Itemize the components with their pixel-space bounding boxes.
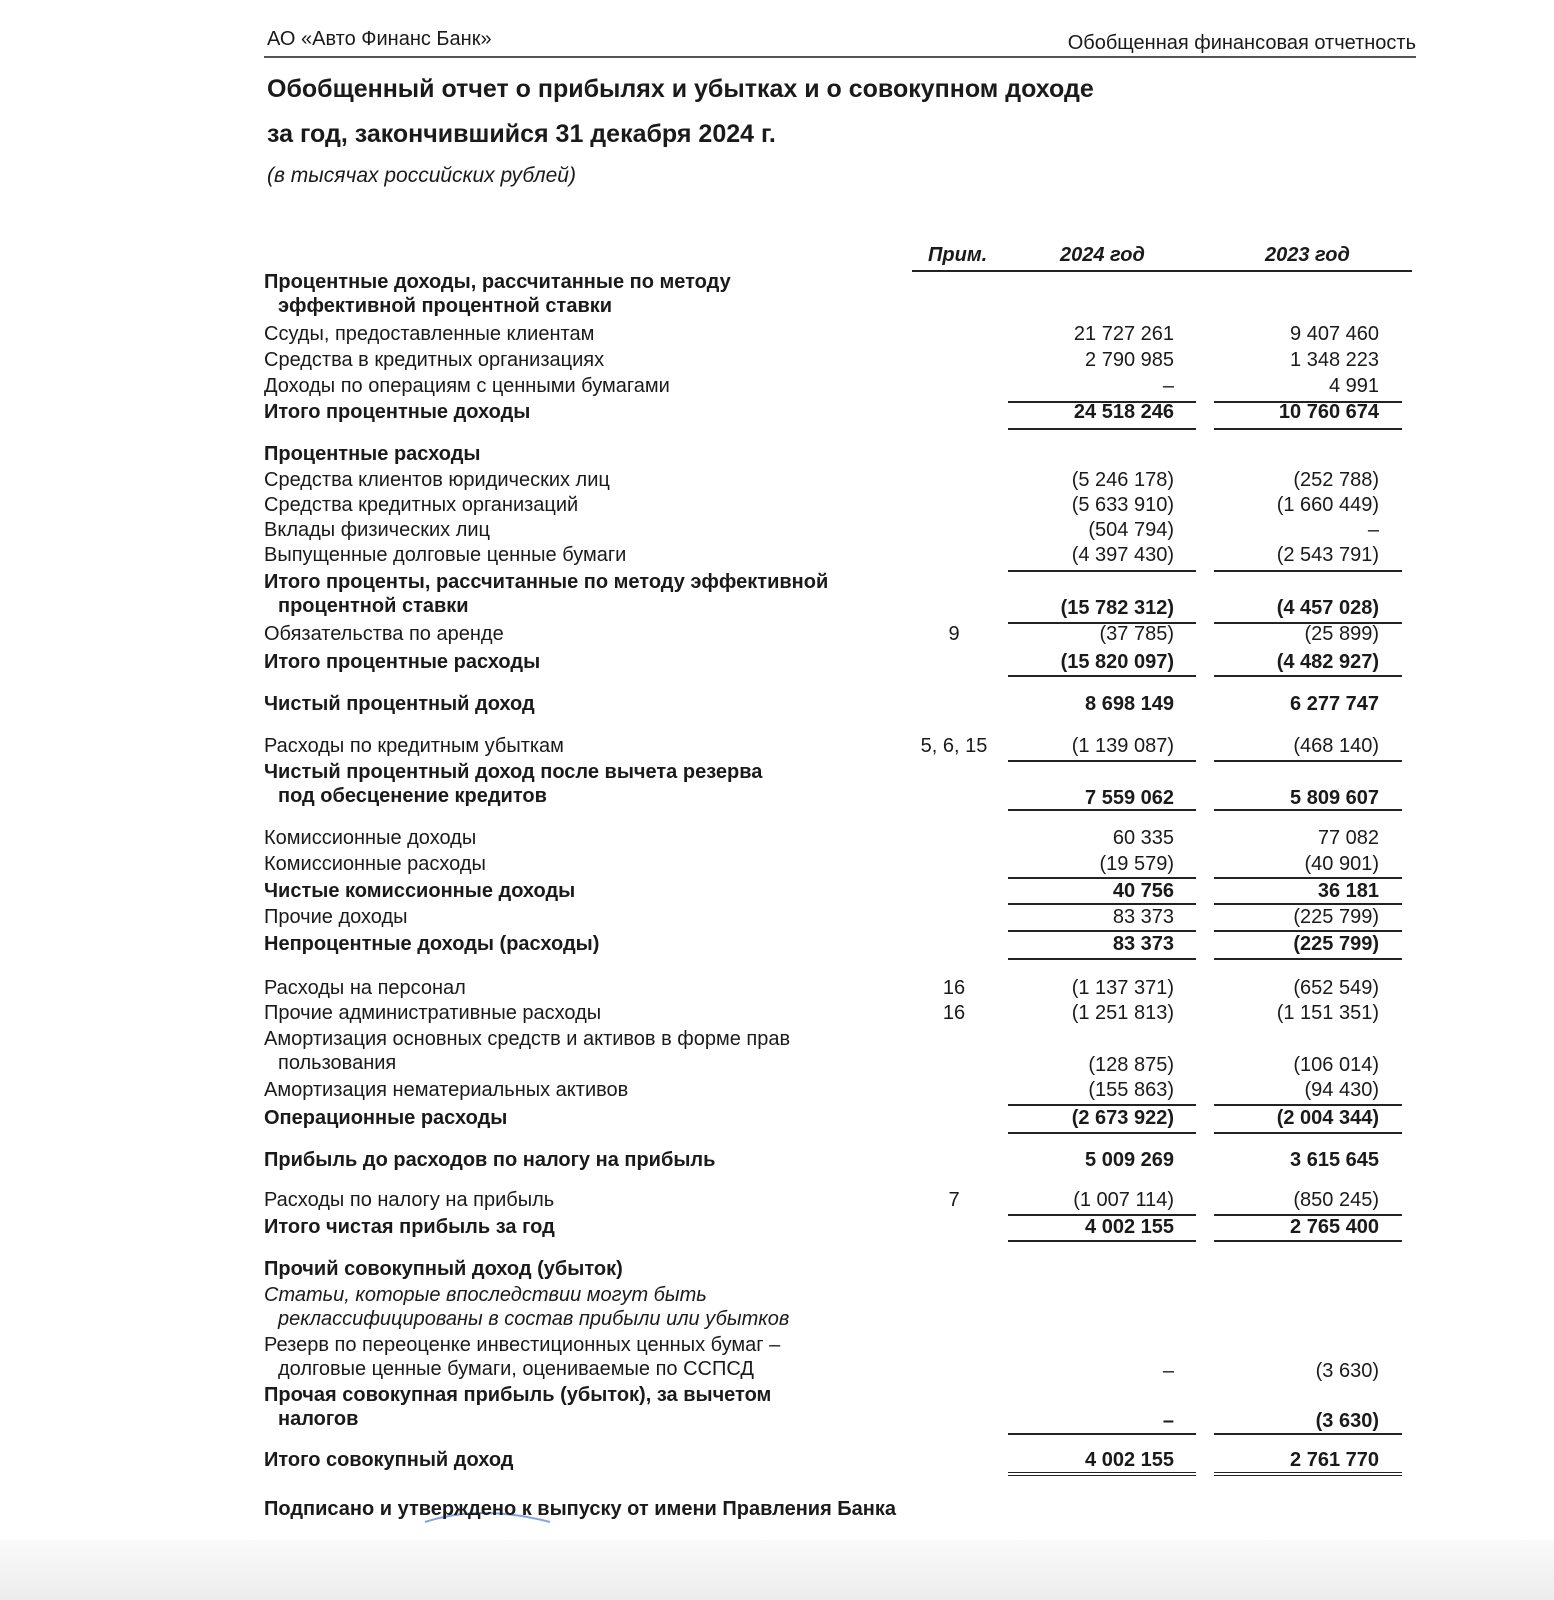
value-2024: (128 875)	[1088, 1054, 1174, 1076]
row-label	[264, 1257, 904, 1281]
value-2024: (2 673 922)	[1071, 1107, 1174, 1129]
row-label-line2: пользования	[278, 1052, 397, 1074]
row-label-line1: Операционные расходы	[264, 1107, 508, 1129]
units-note: (в тысячах российских рублей)	[267, 164, 576, 187]
row-label	[264, 1383, 904, 1431]
row-label	[264, 692, 904, 716]
value-2023: (3 630)	[1315, 1410, 1379, 1432]
value-2024: (504 794)	[1088, 519, 1174, 541]
column-header-rule	[912, 270, 1412, 272]
value-2023: (25 899)	[1304, 623, 1379, 645]
subtotal-rule	[1008, 877, 1196, 879]
row-label-line1: Выпущенные долговые ценные бумаги	[264, 544, 627, 566]
value-2024: 83 373	[1112, 906, 1174, 928]
subtotal-rule	[1214, 903, 1402, 905]
column-header-2023: 2023 год	[1265, 244, 1350, 266]
row-label	[264, 1215, 904, 1239]
value-2023: (2 004 344)	[1276, 1107, 1379, 1129]
subtotal-rule	[1008, 1240, 1196, 1242]
row-label	[264, 322, 904, 346]
row-note-ref: 16	[942, 977, 966, 999]
value-2024: 5 009 269	[1085, 1149, 1174, 1171]
value-2024: (15 782 312)	[1060, 597, 1174, 619]
row-label	[264, 1333, 904, 1381]
value-2023: 9 407 460	[1290, 323, 1379, 345]
row-label-line1: Прочий совокупный доход (убыток)	[264, 1258, 623, 1280]
row-label-line1: Итого процентные доходы	[264, 401, 531, 423]
value-2024: 24 518 246	[1073, 401, 1174, 423]
row-label-line1: Процентные доходы, рассчитанные по методу	[264, 271, 731, 293]
value-2024: 7 559 062	[1085, 787, 1174, 809]
row-label	[264, 650, 904, 674]
header-divider	[264, 56, 1416, 58]
row-label-line2: реклассифицированы в состав прибыли или убытков	[278, 1308, 790, 1330]
value-2023: 3 615 645	[1290, 1149, 1379, 1171]
statement-period: за год, закончившийся 31 декабря 2024 г.	[267, 120, 776, 148]
row-label	[264, 852, 904, 876]
subtotal-rule	[1214, 570, 1402, 572]
row-label-line1: Чистые комиссионные доходы	[264, 880, 576, 902]
value-2024: (4 397 430)	[1071, 544, 1174, 566]
subtotal-rule	[1008, 675, 1196, 677]
value-2023: (225 799)	[1293, 933, 1379, 955]
row-label-line1: Итого совокупный доход	[264, 1449, 514, 1471]
row-label	[264, 879, 904, 903]
row-label	[264, 442, 904, 466]
double-total-rule	[1008, 1472, 1196, 1476]
row-label-line1: Доходы по операциям с ценными бумагами	[264, 375, 670, 397]
value-2024: (19 579)	[1099, 853, 1174, 875]
row-label	[264, 1078, 904, 1102]
subtotal-rule	[1214, 760, 1402, 762]
row-note-ref: 5, 6, 15	[920, 735, 988, 757]
subtotal-rule	[1008, 809, 1196, 811]
subtotal-rule	[1214, 1433, 1402, 1435]
value-2023: (225 799)	[1293, 906, 1379, 928]
row-label-line1: Прочие административные расходы	[264, 1002, 602, 1024]
row-label	[264, 400, 904, 424]
value-2023: (1 151 351)	[1276, 1002, 1379, 1024]
subtotal-rule	[1008, 903, 1196, 905]
row-label-line1: Амортизация основных средств и активов в форме прав	[264, 1028, 791, 1050]
row-label-line1: Итого чистая прибыль за год	[264, 1216, 555, 1238]
value-2023: (2 543 791)	[1276, 544, 1379, 566]
value-2023: –	[1367, 519, 1379, 541]
row-label-line1: Средства кредитных организаций	[264, 494, 579, 516]
row-label	[264, 270, 904, 318]
value-2024: (1 007 114)	[1073, 1189, 1174, 1211]
row-label-line1: Комиссионные доходы	[264, 827, 477, 849]
double-total-rule	[1214, 1472, 1402, 1476]
value-2023: 4 991	[1328, 375, 1379, 397]
signature-stamp-mark	[420, 1510, 560, 1590]
row-note-ref: 7	[948, 1189, 960, 1211]
subtotal-rule	[1214, 809, 1402, 811]
value-2024: 21 727 261	[1073, 323, 1174, 345]
row-label	[264, 1283, 904, 1331]
row-label	[264, 760, 904, 808]
row-label	[264, 1448, 904, 1472]
value-2024: 60 335	[1112, 827, 1174, 849]
value-2024: –	[1162, 375, 1174, 397]
value-2023: (106 014)	[1293, 1054, 1379, 1076]
subtotal-rule	[1008, 428, 1196, 430]
value-2024: 83 373	[1112, 933, 1174, 955]
value-2024: (37 785)	[1099, 623, 1174, 645]
value-2024: 4 002 155	[1085, 1216, 1174, 1238]
row-note-ref: 16	[942, 1002, 966, 1024]
row-label-line1: Обязательства по аренде	[264, 623, 504, 645]
subtotal-rule	[1214, 877, 1402, 879]
row-label-line1: Итого процентные расходы	[264, 651, 541, 673]
row-label	[264, 976, 904, 1000]
value-2023: (94 430)	[1304, 1079, 1379, 1101]
subtotal-rule	[1008, 1433, 1196, 1435]
value-2024: (1 139 087)	[1071, 735, 1174, 757]
value-2023: (1 660 449)	[1276, 494, 1379, 516]
row-label-line1: Средства клиентов юридических лиц	[264, 469, 610, 491]
row-label	[264, 622, 904, 646]
row-label-line1: Прибыль до расходов по налогу на прибыль	[264, 1149, 716, 1171]
row-label	[264, 1027, 904, 1075]
value-2023: (40 901)	[1304, 853, 1379, 875]
row-label-line1: Амортизация нематериальных активов	[264, 1079, 629, 1101]
row-label	[264, 543, 904, 567]
value-2023: 77 082	[1317, 827, 1379, 849]
row-label-line1: Средства в кредитных организациях	[264, 349, 605, 371]
value-2024: (5 246 178)	[1071, 469, 1174, 491]
value-2023: (4 457 028)	[1276, 597, 1379, 619]
row-label-line1: Резерв по переоценке инвестиционных ценных бумаг –	[264, 1334, 781, 1356]
subtotal-rule	[1214, 401, 1402, 403]
subtotal-rule	[1214, 930, 1402, 932]
row-label	[264, 932, 904, 956]
subtotal-rule	[1214, 958, 1402, 960]
value-2023: (652 549)	[1293, 977, 1379, 999]
subtotal-rule	[1008, 930, 1196, 932]
row-label	[264, 1148, 904, 1172]
subtotal-rule	[1008, 760, 1196, 762]
value-2023: 2 761 770	[1290, 1449, 1379, 1471]
row-label-line1: Комиссионные расходы	[264, 853, 486, 875]
subtotal-rule	[1214, 1214, 1402, 1216]
signature-note: Подписано и утверждено к выпуску от имени Правления Банка	[264, 1498, 897, 1520]
subtotal-rule	[1214, 1104, 1402, 1106]
value-2024: 4 002 155	[1085, 1449, 1174, 1471]
subtotal-rule	[1214, 1132, 1402, 1134]
row-label-line1: Ссуды, предоставленные клиентам	[264, 323, 595, 345]
column-header-note: Прим.	[928, 244, 988, 266]
subtotal-rule	[1008, 401, 1196, 403]
subtotal-rule	[1008, 1104, 1196, 1106]
value-2024: (155 863)	[1088, 1079, 1174, 1101]
value-2024: –	[1162, 1410, 1174, 1432]
row-label	[264, 1188, 904, 1212]
value-2024: (1 251 813)	[1071, 1002, 1174, 1024]
document-type: Обобщенная финансовая отчетность	[1067, 32, 1416, 54]
row-label	[264, 374, 904, 398]
page-bottom-shade	[0, 1540, 1554, 1600]
value-2023: (850 245)	[1293, 1189, 1379, 1211]
row-label	[264, 1001, 904, 1025]
row-label-line1: Чистый процентный доход	[264, 693, 535, 715]
row-label-line1: Чистый процентный доход после вычета резерва	[264, 761, 763, 783]
row-label	[264, 905, 904, 929]
subtotal-rule	[1008, 1214, 1196, 1216]
value-2024: (5 633 910)	[1071, 494, 1174, 516]
company-name: АО «Авто Финанс Банк»	[267, 28, 492, 50]
row-label-line1: Прочая совокупная прибыль (убыток), за вычетом	[264, 1384, 772, 1406]
value-2023: (4 482 927)	[1276, 651, 1379, 673]
value-2023: 6 277 747	[1290, 693, 1379, 715]
row-label-line2: под обесценение кредитов	[278, 785, 547, 807]
subtotal-rule	[1214, 675, 1402, 677]
row-label-line2: процентной ставки	[278, 595, 469, 617]
statement-title: Обобщенный отчет о прибылях и убытках и о совокупном доходе	[267, 75, 1094, 103]
row-label-line1: Статьи, которые впоследствии могут быть	[264, 1284, 707, 1306]
value-2024: 8 698 149	[1085, 693, 1174, 715]
value-2024: 40 756	[1112, 880, 1174, 902]
subtotal-rule	[1214, 622, 1402, 624]
value-2023: 1 348 223	[1290, 349, 1379, 371]
row-label-line1: Итого проценты, рассчитанные по методу эффективной	[264, 571, 829, 593]
value-2023: 5 809 607	[1290, 787, 1379, 809]
row-label	[264, 734, 904, 758]
subtotal-rule	[1008, 570, 1196, 572]
value-2024: –	[1162, 1360, 1174, 1382]
row-label-line1: Непроцентные доходы (расходы)	[264, 933, 600, 955]
value-2023: 36 181	[1317, 880, 1379, 902]
row-label-line1: Прочие доходы	[264, 906, 408, 928]
row-label	[264, 348, 904, 372]
row-label-line1: Расходы по налогу на прибыль	[264, 1189, 555, 1211]
row-label	[264, 1106, 904, 1130]
row-label-line1: Расходы на персонал	[264, 977, 466, 999]
subtotal-rule	[1008, 622, 1196, 624]
column-header-2024: 2024 год	[1060, 244, 1145, 266]
subtotal-rule	[1008, 1132, 1196, 1134]
row-label	[264, 468, 904, 492]
row-label	[264, 826, 904, 850]
row-label	[264, 570, 904, 618]
row-label	[264, 493, 904, 517]
row-label-line1: Вклады физических лиц	[264, 519, 490, 541]
value-2023: 10 760 674	[1278, 401, 1379, 423]
row-label-line2: эффективной процентной ставки	[278, 295, 613, 317]
value-2023: (468 140)	[1293, 735, 1379, 757]
value-2023: 2 765 400	[1290, 1216, 1379, 1238]
value-2024: 2 790 985	[1085, 349, 1174, 371]
value-2023: (3 630)	[1315, 1360, 1379, 1382]
row-note-ref: 9	[948, 623, 960, 645]
row-label-line1: Процентные расходы	[264, 443, 481, 465]
row-label-line2: долговые ценные бумаги, оцениваемые по ССПСД	[278, 1358, 754, 1380]
subtotal-rule	[1214, 1240, 1402, 1242]
subtotal-rule	[1214, 428, 1402, 430]
row-label-line1: Расходы по кредитным убыткам	[264, 735, 564, 757]
row-label	[264, 518, 904, 542]
value-2023: (252 788)	[1293, 469, 1379, 491]
value-2024: (15 820 097)	[1060, 651, 1174, 673]
row-label-line2: налогов	[278, 1408, 359, 1430]
value-2024: (1 137 371)	[1071, 977, 1174, 999]
subtotal-rule	[1008, 958, 1196, 960]
